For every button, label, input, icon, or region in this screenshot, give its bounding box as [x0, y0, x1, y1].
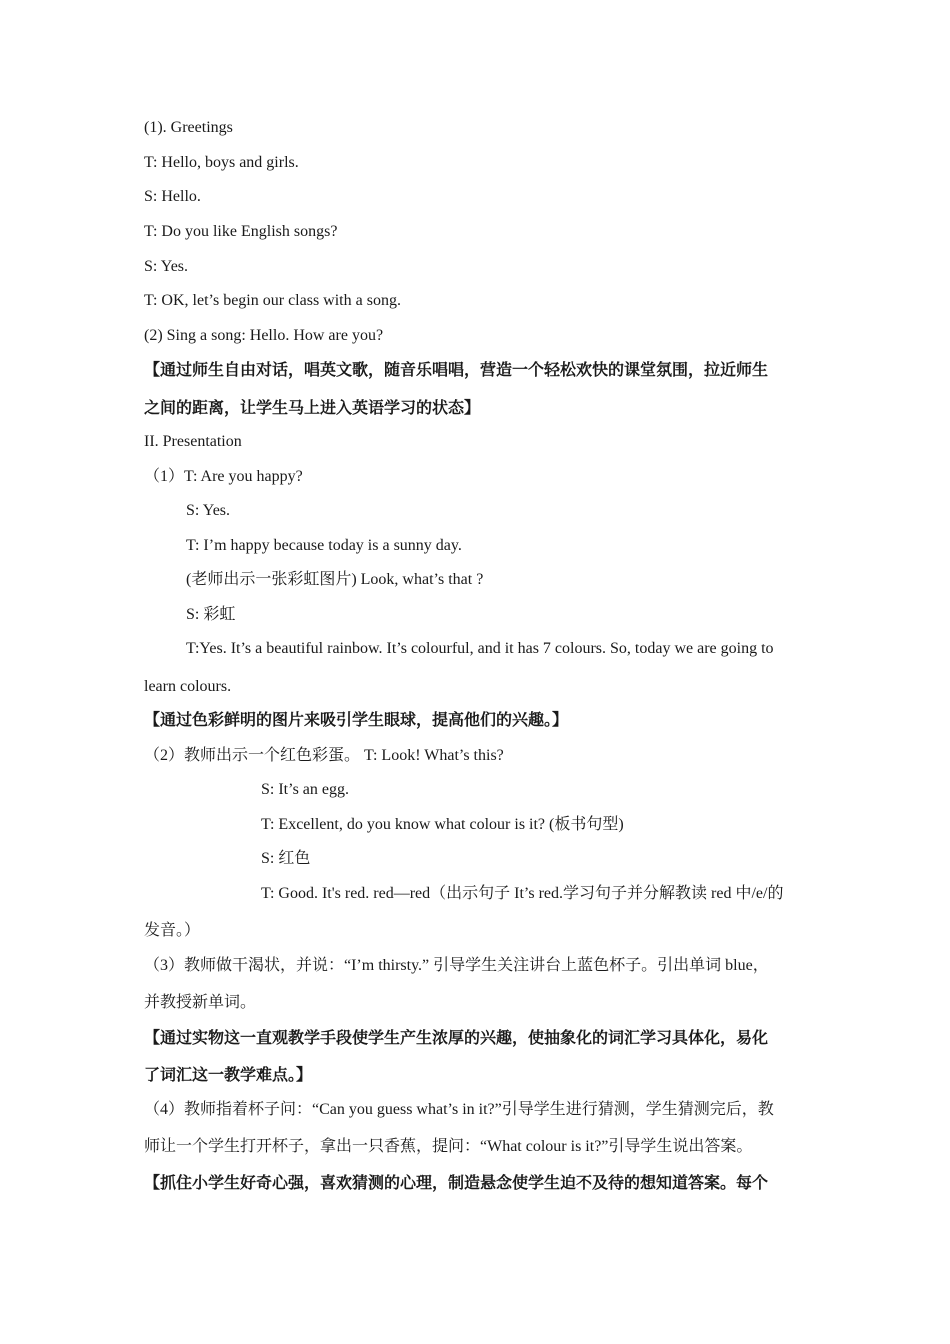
- dialogue-line: S: 彩虹: [186, 606, 236, 623]
- dialogue-line: T: Hello, boys and girls.: [144, 154, 299, 171]
- dialogue-line: S: It’s an egg.: [261, 781, 349, 798]
- dialogue-line: 发音。）: [144, 922, 201, 939]
- step-4-line: 师让一个学生打开杯子，拿出一只香蕉，提问：“What colour is it?”引导学生说出答案。: [144, 1138, 753, 1155]
- note-line: 【通过色彩鲜明的图片来吸引学生眼球，提高他们的兴趣。】: [144, 710, 569, 729]
- dialogue-line: S: Hello.: [144, 188, 201, 205]
- dialogue-line: learn colours.: [144, 678, 232, 695]
- step-3-line: （3）教师做干渴状，并说：“I’m thirsty.” 引导学生关注讲台上蓝色杯子。引出单词 blue，: [144, 957, 769, 974]
- note-line: 【通过实物这一直观教学手段使学生产生浓厚的兴趣，使抽象化的词汇学习具体化，易化: [144, 1028, 769, 1047]
- dialogue-line: S: 红色: [261, 850, 311, 867]
- step-4-line: （4）教师指着杯子问：“Can you guess what’s in it?”引导学生进行猜测，学生猜测完后，教: [144, 1101, 774, 1118]
- greetings-heading: (1). Greetings: [144, 119, 233, 136]
- step-1-line: （1）T: Are you happy?: [144, 468, 303, 485]
- dialogue-line: T: I’m happy because today is a sunny day.: [186, 537, 462, 554]
- dialogue-line: (老师出示一张彩虹图片) Look, what’s that ?: [186, 571, 484, 588]
- note-line: 之间的距离，让学生马上进入英语学习的状态】: [144, 398, 481, 417]
- sing-song-line: (2) Sing a song: Hello. How are you?: [144, 327, 384, 344]
- dialogue-line: T: Good. It's red. red—red（出示句子 It’s red.学习句子并分解教读 red 中/e/的: [261, 885, 784, 902]
- note-line: 了词汇这一教学难点。】: [144, 1065, 313, 1084]
- note-line: 【通过师生自由对话，唱英文歌，随音乐唱唱，营造一个轻松欢快的课堂氛围，拉近师生: [144, 360, 769, 379]
- presentation-heading: II. Presentation: [144, 433, 242, 450]
- dialogue-line: S: Yes.: [144, 258, 189, 275]
- dialogue-line: S: Yes.: [186, 502, 231, 519]
- step-2-line: （2）教师出示一个红色彩蛋。 T: Look! What’s this?: [144, 747, 504, 764]
- dialogue-line: T: Do you like English songs?: [144, 223, 338, 240]
- dialogue-line: T: OK, let’s begin our class with a song.: [144, 292, 401, 309]
- dialogue-line: T: Excellent, do you know what colour is it? (板书句型): [261, 816, 624, 833]
- note-line: 【抓住小学生好奇心强，喜欢猜测的心理，制造悬念使学生迫不及待的想知道答案。每个: [144, 1173, 769, 1192]
- dialogue-line: T:Yes. It’s a beautiful rainbow. It’s colourful, and it has 7 colours. So, today we are going to: [186, 640, 774, 657]
- step-3-line: 并教授新单词。: [144, 994, 257, 1011]
